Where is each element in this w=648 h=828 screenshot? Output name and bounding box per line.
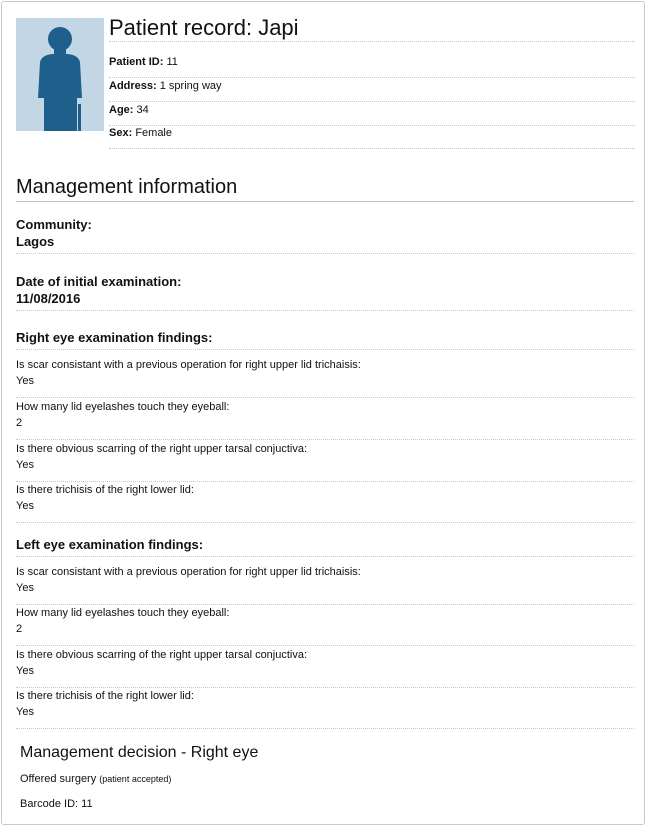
finding-question: Is there trichisis of the right lower lid:: [16, 690, 194, 702]
finding-question: Is scar consistant with a previous operation for right upper lid trichaisis:: [16, 359, 361, 371]
finding-answer: Yes: [16, 706, 34, 718]
community-block: [16, 216, 634, 254]
finding-question: Is scar consistant with a previous operation for right upper lid trichaisis:: [16, 566, 361, 578]
finding-answer: Yes: [16, 459, 34, 471]
finding-answer: Yes: [16, 665, 34, 677]
finding-question: How many lid eyelashes touch they eyeball:: [16, 607, 230, 619]
left-eye-finding: [16, 688, 634, 729]
finding-answer: Yes: [16, 500, 34, 512]
offer-note: (patient accepted): [99, 774, 172, 784]
management-heading: Management information: [16, 176, 634, 202]
patient-id-label: Patient ID:: [109, 56, 164, 68]
management-decision-heading: Management decision - Right eye: [20, 744, 259, 761]
exam-date-label: Date of initial examination:: [16, 274, 182, 289]
offer-status: [20, 772, 171, 786]
left-eye-heading: Left eye examination findings:: [16, 537, 634, 557]
finding-answer: Yes: [16, 582, 34, 594]
finding-question: Is there trichisis of the right lower lid:: [16, 484, 194, 496]
exam-date-value: 11/08/2016: [16, 291, 81, 306]
sex-value: Female: [135, 127, 172, 139]
address-row: [109, 79, 635, 102]
patient-record-page: [1, 1, 645, 825]
sex-label: Sex:: [109, 127, 133, 139]
finding-answer: 2: [16, 417, 23, 429]
address-label: Address:: [109, 80, 157, 92]
community-label: Community:: [16, 217, 92, 232]
patient-avatar: [16, 18, 104, 131]
finding-answer: 2: [16, 623, 23, 635]
right-eye-finding: [16, 441, 634, 482]
exam-date-block: [16, 273, 634, 311]
right-eye-finding: [16, 357, 634, 398]
right-eye-heading: Right eye examination findings:: [16, 330, 634, 350]
left-eye-finding: [16, 605, 634, 646]
page-title: Patient record: Japi: [109, 16, 635, 42]
age-row: [109, 103, 635, 126]
right-eye-finding: [16, 399, 634, 440]
finding-answer: Yes: [16, 375, 34, 387]
patient-id-row: [109, 55, 635, 78]
offer-text: Offered surgery: [20, 773, 97, 785]
left-eye-finding: [16, 564, 634, 605]
age-value: 34: [136, 104, 149, 116]
finding-question: Is there obvious scarring of the right upper tarsal conjuctiva:: [16, 649, 308, 661]
right-eye-finding: [16, 482, 634, 523]
address-value: 1 spring way: [159, 80, 222, 92]
finding-question: Is there obvious scarring of the right upper tarsal conjuctiva:: [16, 443, 308, 455]
community-value: Lagos: [16, 234, 55, 249]
person-silhouette-icon: [16, 18, 104, 131]
sex-row: [109, 126, 635, 149]
age-label: Age:: [109, 104, 134, 116]
left-eye-finding: [16, 647, 634, 688]
finding-question: How many lid eyelashes touch they eyeball:: [16, 401, 230, 413]
patient-id-value: 11: [166, 56, 178, 68]
barcode-id: Barcode ID: 11: [20, 798, 93, 810]
